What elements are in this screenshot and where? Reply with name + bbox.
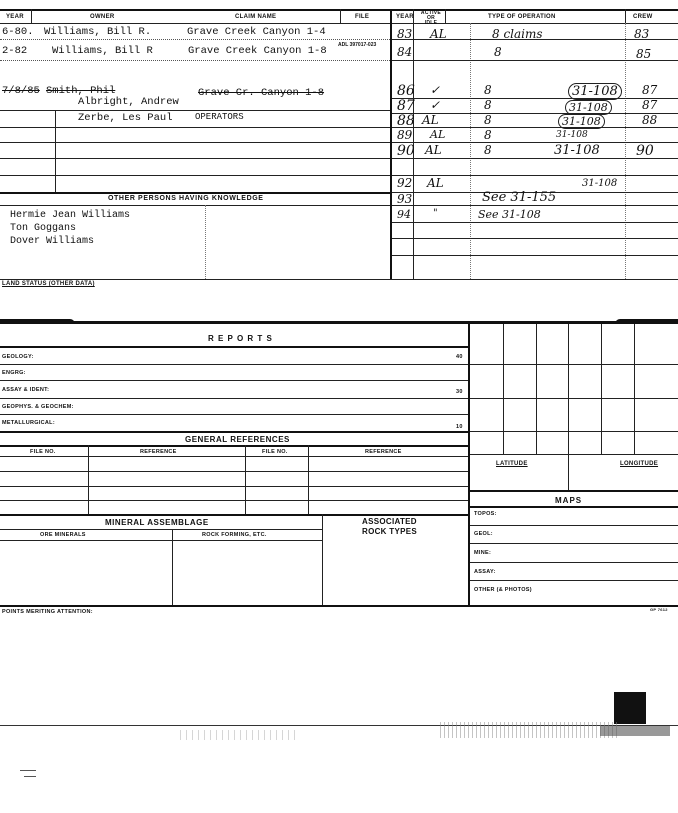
activity-type: 8: [484, 128, 492, 142]
claim-row-owner: Smith, Phil: [46, 85, 116, 97]
activity-type: 8 claims: [492, 27, 543, 41]
maps-mine: MINE:: [474, 550, 492, 556]
activity-type: 8: [484, 143, 492, 157]
activity-status: AL: [422, 113, 439, 127]
activity-type: 8: [484, 113, 492, 127]
activity-year: 83: [397, 27, 413, 41]
other-person-name: Ton Goggans: [10, 223, 77, 234]
rock-types-label: ROCK TYPES: [362, 527, 418, 536]
claim-row-owner: Williams, Bill R: [52, 45, 153, 57]
ore-minerals-header: ORE MINERALS: [40, 532, 86, 538]
claim-file-note: ADL 397017-023: [338, 42, 377, 48]
claim-row-owner: Williams, Bill R.: [44, 26, 152, 38]
general-references-title: GENERAL REFERENCES: [185, 435, 290, 444]
report-label-engrg: ENGRG:: [2, 370, 26, 376]
activity-year: 94: [397, 208, 411, 221]
maps-topos: TOPOS:: [474, 511, 497, 517]
associated-label: ASSOCIATED: [362, 517, 417, 526]
file-no-header: FILE NO.: [262, 449, 288, 455]
activity-year: 93: [397, 192, 413, 206]
activity-crew: 83: [634, 27, 650, 41]
activity-year: 87: [397, 98, 415, 114]
header-type-operation: TYPE OF OPERATION: [488, 14, 556, 20]
land-status-label: LAND STATUS (OTHER DATA): [2, 281, 95, 287]
activity-crew: 90: [636, 143, 654, 159]
report-label-assay: ASSAY & IDENT:: [2, 387, 50, 393]
activity-crew: 87: [642, 98, 658, 112]
claim-row-suffix: OPERATORS: [195, 112, 244, 122]
header-file: FILE: [355, 14, 370, 20]
scan-marker-block: [614, 692, 646, 724]
report-label-geology: GEOLOGY:: [2, 354, 34, 360]
activity-crew: 88: [642, 113, 658, 127]
activity-year: 90: [397, 143, 415, 159]
maps-assay: ASSAY:: [474, 569, 496, 575]
other-persons-title: OTHER PERSONS HAVING KNOWLEDGE: [108, 195, 264, 202]
activity-year: 86: [397, 83, 415, 99]
activity-note: 31-108: [556, 130, 588, 140]
activity-type: See 31-155: [482, 190, 557, 205]
reference-header: REFERENCE: [365, 449, 402, 455]
claim-row-year: 2-82: [2, 45, 28, 57]
report-num: 30: [456, 389, 463, 395]
activity-note: 31-108: [565, 100, 612, 115]
header-claim-name: CLAIM NAME: [235, 14, 277, 20]
report-num: 10: [456, 424, 463, 430]
activity-type: 8: [494, 45, 502, 59]
claim-row-claim: Grave Cr. Canyon 1-8: [198, 87, 325, 99]
activity-note: 31-108: [558, 114, 605, 129]
claim-row-claim: Grave Creek Canyon 1-8: [188, 45, 327, 57]
report-num: 40: [456, 354, 463, 360]
claim-row-year: 6-80.: [2, 26, 34, 38]
activity-year: 84: [397, 45, 413, 59]
file-no-header: FILE NO.: [30, 449, 56, 455]
activity-status: ": [433, 208, 438, 219]
activity-crew: 87: [642, 83, 658, 97]
activity-type: 8: [484, 83, 492, 97]
activity-status: AL: [430, 128, 446, 141]
header-owner: OWNER: [90, 14, 115, 20]
longitude-label: LONGITUDE: [620, 461, 659, 467]
report-label-geophys: GEOPHYS. & GEOCHEM:: [2, 404, 74, 410]
activity-status: ✓: [430, 98, 441, 112]
rock-forming-header: ROCK FORMING, ETC.: [202, 532, 267, 538]
header-crew: CREW: [633, 14, 653, 20]
mineral-assemblage-title: MINERAL ASSEMBLAGE: [105, 518, 209, 527]
activity-status: AL: [430, 27, 447, 41]
activity-year: 92: [397, 176, 413, 190]
claim-row-owner: Albright, Andrew: [78, 96, 179, 108]
claim-row-claim: Grave Creek Canyon 1-4: [187, 26, 326, 38]
form-number: GP 7612: [650, 607, 668, 612]
header-activity-year: YEAR: [396, 14, 414, 20]
latitude-label: LATITUDE: [496, 461, 528, 467]
header-year: YEAR: [6, 14, 24, 20]
claim-row-owner: Zerbe, Les Paul: [78, 112, 173, 124]
activity-note: 31-108: [554, 143, 600, 158]
reports-title: R E P O R T S: [208, 334, 273, 343]
activity-type: 8: [484, 98, 492, 112]
activity-year: 89: [397, 128, 413, 142]
activity-year: 88: [397, 113, 415, 129]
other-person-name: Dover Williams: [10, 236, 95, 247]
activity-status: AL: [427, 176, 444, 190]
maps-other: OTHER (& PHOTOS): [474, 587, 532, 593]
other-person-name: Hermie Jean Williams: [10, 210, 131, 221]
points-meriting-attention: POINTS MERITING ATTENTION:: [2, 609, 93, 615]
claim-row-year: 7/8/85: [2, 85, 40, 97]
activity-note: 31-108: [568, 83, 622, 100]
activity-type: See 31-108: [478, 208, 541, 221]
header-active-idle: ACTIVE OR IDLE: [420, 10, 442, 26]
maps-title: MAPS: [555, 496, 583, 505]
activity-status: ✓: [430, 83, 441, 97]
report-label-metallurgical: METALLURGICAL:: [2, 420, 55, 426]
activity-crew: 85: [636, 47, 652, 61]
maps-geol: GEOL:: [474, 531, 493, 537]
reference-header: REFERENCE: [140, 449, 177, 455]
activity-status: AL: [425, 143, 442, 157]
activity-note: 31-108: [582, 178, 618, 189]
